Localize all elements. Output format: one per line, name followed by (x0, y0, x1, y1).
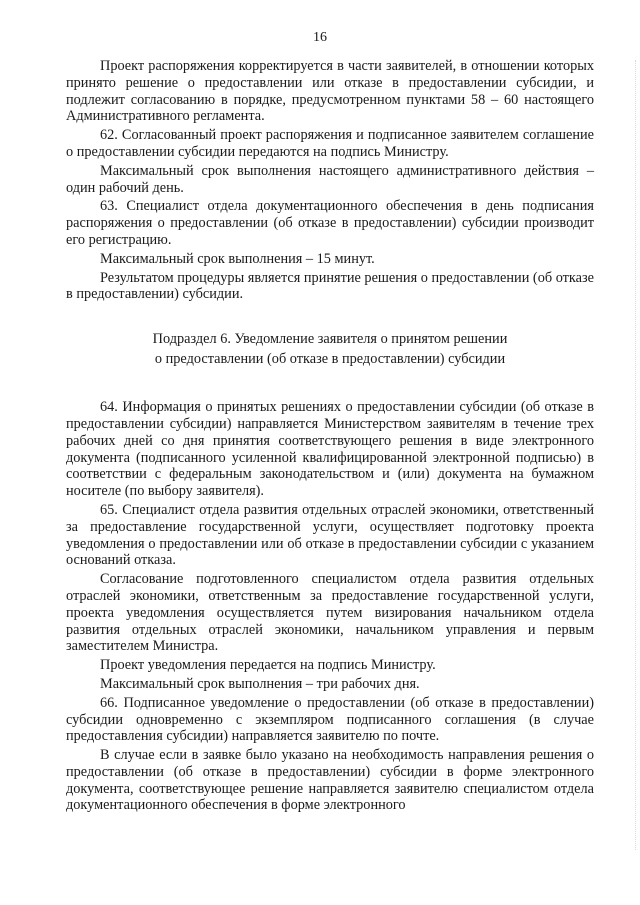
paragraph-item-66: 66. Подписанное уведомление о предоставлении (об отказе в предоставлении) субсидии одновременно с экземпляром подписанного соглашения (в случае предоставления субсидии) направляется заявителю по почте. (66, 694, 594, 745)
paragraph: Согласование подготовленного специалистом отдела развития отдельных отраслей экономики, ответственным за предоставление государственной услуги, проекта уведомления осуществляется путем визирования начальником отдела развития отдельных отраслей экономики, начальником управления и первым заместителем Министра. (66, 571, 594, 655)
paragraph-item-63: 63. Специалист отдела документационного обеспечения в день подписания распоряжения о предоставлении (об отказе в предоставлении) субсидии производит его регистрацию. (66, 198, 594, 248)
paragraph: Максимальный срок выполнения настоящего административного действия – один рабочий день. (66, 162, 594, 196)
paragraph: Максимальный срок выполнения – три рабочих дня. (100, 675, 420, 692)
subsection-heading-line2: о предоставлении (об отказе в предоставлении) субсидии (154, 351, 506, 368)
subsection-heading-line1: Подраздел 6. Уведомление заявителя о принятом решении (152, 331, 508, 348)
scan-edge-mark (634, 60, 636, 850)
paragraph: Максимальный срок выполнения – 15 минут. (100, 250, 375, 267)
document-body (66, 58, 594, 814)
paragraph-item-65: 65. Специалист отдела развития отдельных отраслей экономики, ответственный за предоставление государственной услуги, осуществляет подготовку проекта уведомления о предоставлении или об отказе в предоставлении субсидии с указанием оснований отказа. (66, 501, 594, 569)
paragraph: В случае если в заявке было указано на необходимость направления решения о предоставлении (об отказе в предоставлении) субсидии в форме электронного документа, соответствующее решение направляется заявителю специалистом отдела документационного обеспечения в форме электронного (66, 747, 594, 814)
paragraph-item-64: 64. Информация о принятых решениях о предоставлении субсидии (об отказе в предоставлении субсидии) направляется Министерством заявителям в течение трех рабочих дней со дня принятия соответствующего решения в виде электронного документа (подписанного усиленной квалифицированной электронной подписью) в соответствии с федеральным законодательством и (или) документа на бумажном носителе (по выбору заявителя). (66, 399, 594, 500)
paragraph: Проект распоряжения корректируется в части заявителей, в отношении которых принято решение о предоставлении или отказе в предоставлении субсидии, и подлежит согласованию в порядке, предусмотренном пунктами 58 – 60 настоящего Административного регламента. (66, 58, 594, 125)
subsection-heading (66, 329, 594, 369)
paragraph-item-62: 62. Согласованный проект распоряжения и подписанное заявителем соглашение о предоставлении субсидии передаются на подпись Министру. (66, 127, 594, 160)
paragraph: Проект уведомления передается на подпись Министру. (100, 657, 436, 674)
page-number: 16 (313, 30, 327, 45)
paragraph: Результатом процедуры является принятие решения о предоставлении (об отказе в предоставлении) субсидии. (66, 269, 594, 303)
